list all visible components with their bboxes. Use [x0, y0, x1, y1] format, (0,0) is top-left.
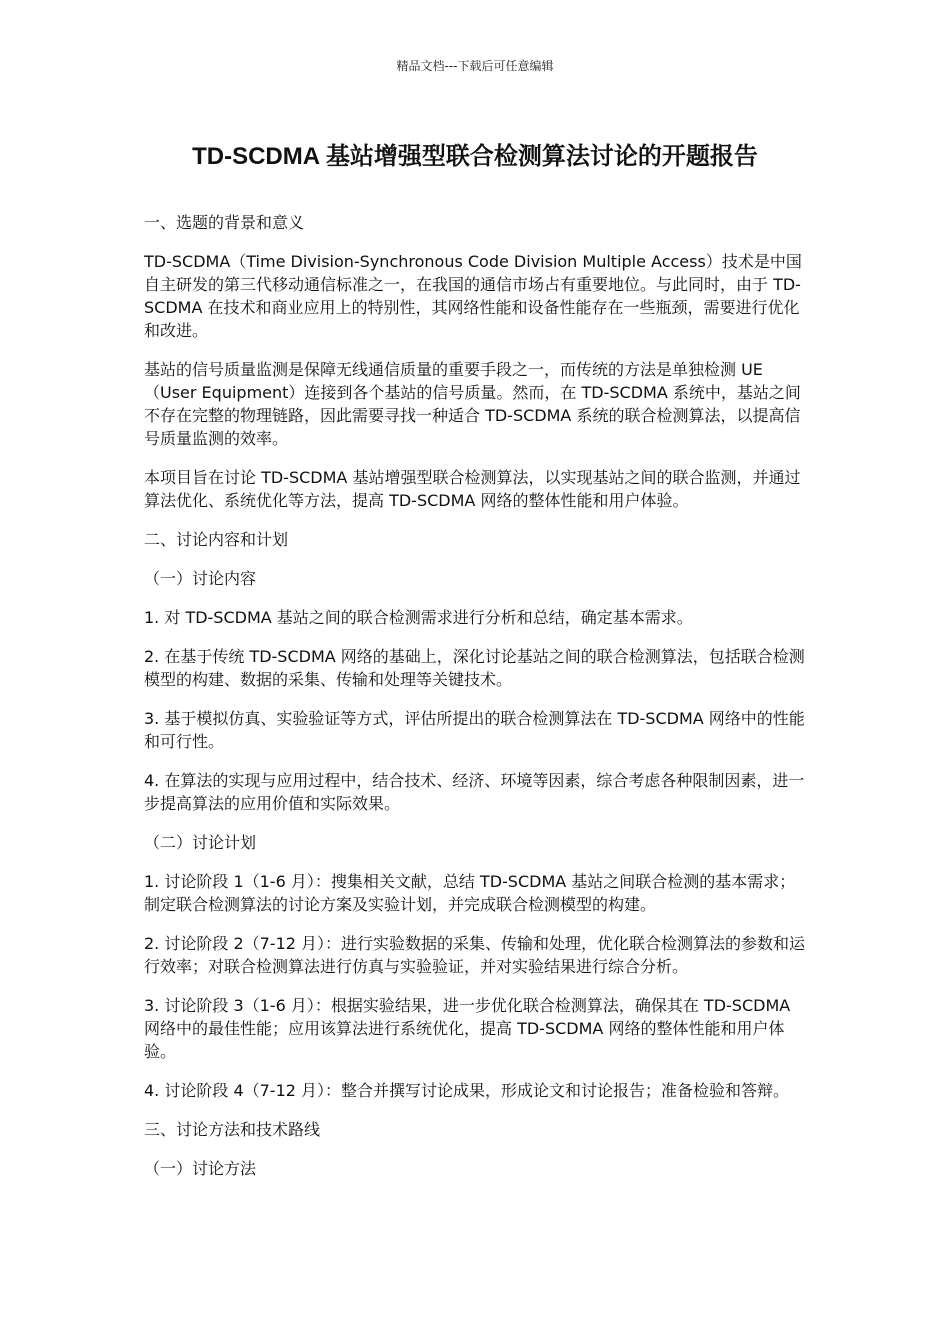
paragraph-td-scdma-intro: TD-SCDMA（Time Division-Synchronous Code Division Multiple Access）技术是中国自主研发的第三代移动通信标准之一，在我国的通信市场占有重要地位。与此同时，由于 TD-SCDMA 在技术和商业应用上的特别性，其网络性能和设备性能存在一些瓶颈，需要进行优化和改进。: [144, 252, 802, 340]
content-item-1: 1. 对 TD-SCDMA 基站之间的联合检测需求进行分析和总结，确定基本需求。: [144, 608, 693, 627]
plan-stage-1: 1. 讨论阶段 1（1-6 月）：搜集相关文献，总结 TD-SCDMA 基站之间联合检测的基本需求；制定联合检测算法的讨论方案及实验计划，并完成联合检测模型的构建。: [144, 872, 796, 914]
subsection-heading-methods: （一）讨论方法: [144, 1159, 257, 1178]
content-item-2: 2. 在基于传统 TD-SCDMA 网络的基础上，深化讨论基站之间的联合检测算法，包括联合检测模型的构建、数据的采集、传输和处理等关键技术。: [144, 647, 805, 689]
page-header-note: 精品文档---下载后可任意编辑: [396, 59, 554, 73]
plan-stage-4: 4. 讨论阶段 4（7-12 月）：整合并撰写讨论成果，形成论文和讨论报告；准备检验和答辩。: [144, 1081, 790, 1100]
section-heading-background: 一、选题的背景和意义: [144, 213, 305, 232]
plan-stage-2: 2. 讨论阶段 2（7-12 月）：进行实验数据的采集、传输和处理，优化联合检测算法的参数和运行效率；对联合检测算法进行仿真与实验验证，并对实验结果进行综合分析。: [144, 934, 806, 976]
section-heading-content-plan: 二、讨论内容和计划: [144, 530, 289, 549]
plan-stage-3: 3. 讨论阶段 3（1-6 月）：根据实验结果，进一步优化联合检测算法，确保其在 TD-SCDMA 网络中的最佳性能；应用该算法进行系统优化，提高 TD-SCDMA 网络的整体性能和用户体验。: [144, 996, 791, 1061]
subsection-heading-plan: （二）讨论计划: [144, 833, 257, 852]
content-item-3: 3. 基于模拟仿真、实验验证等方式，评估所提出的联合检测算法在 TD-SCDMA 网络中的性能和可行性。: [144, 709, 805, 751]
paragraph-project-aim: 本项目旨在讨论 TD-SCDMA 基站增强型联合检测算法，以实现基站之间的联合监测，并通过算法优化、系统优化等方法，提高 TD-SCDMA 网络的整体性能和用户体验。: [144, 468, 801, 510]
document-title: TD-SCDMA 基站增强型联合检测算法讨论的开题报告: [192, 143, 758, 170]
document-body: [144, 211, 808, 1196]
content-item-4: 4. 在算法的实现与应用过程中，结合技术、经济、环境等因素，综合考虑各种限制因素，进一步提高算法的应用价值和实际效果。: [144, 771, 805, 813]
section-heading-methods: 三、讨论方法和技术路线: [144, 1120, 321, 1139]
subsection-heading-content: （一）讨论内容: [144, 569, 257, 588]
paragraph-signal-monitoring: 基站的信号质量监测是保障无线通信质量的重要手段之一，而传统的方法是单独检测 UE（User Equipment）连接到各个基站的信号质量。然而，在 TD-SCDMA 系统中，基站之间不存在完整的物理链路，因此需要寻找一种适合 TD-SCDMA 系统的联合检测算法，以提高信号质量监测的效率。: [144, 360, 801, 448]
